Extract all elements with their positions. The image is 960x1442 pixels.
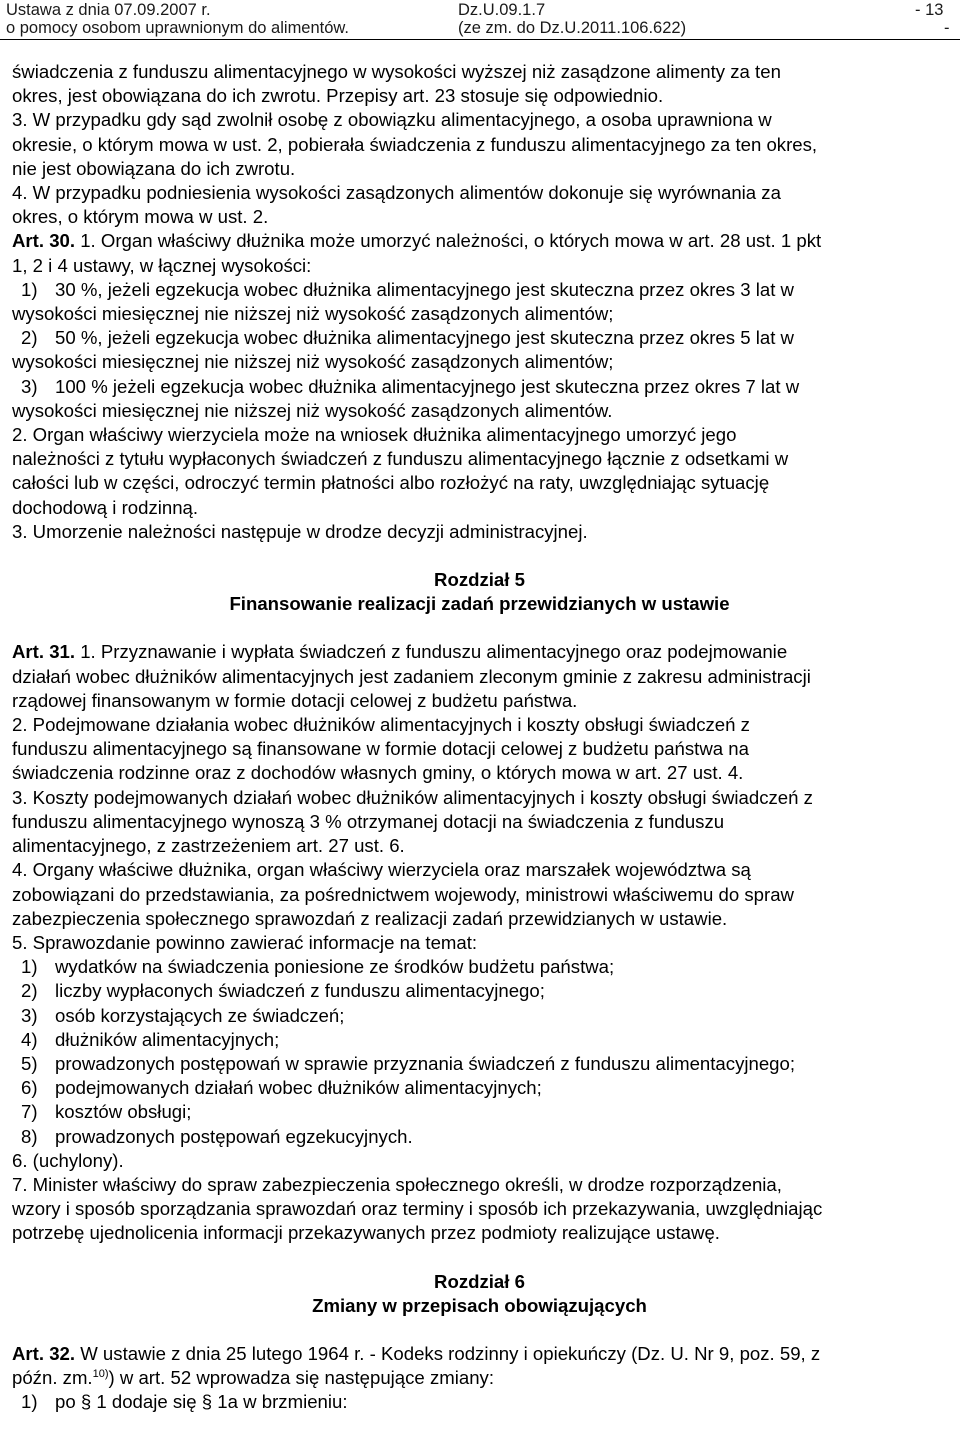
article-31-label: Art. 31.: [12, 641, 76, 663]
chapter-6-title: Rozdział 6: [434, 1270, 525, 1292]
list-number: 5): [21, 1052, 38, 1074]
list-text: 30 %, jeżeli egzekucja wobec dłużnika alimentacyjnego jest skuteczna przez okres 3 lat w: [55, 278, 794, 300]
list-number: 7): [21, 1101, 38, 1123]
list-number: 6): [21, 1077, 38, 1099]
list-text: kosztów obsługi;: [55, 1101, 192, 1123]
list-item: [12, 1052, 947, 1076]
text-line: rządowej finansowanym w formie dotacji celowej z budżetu państwa.: [12, 689, 578, 711]
list-number: 1): [21, 956, 38, 978]
text-line: 2. Organ właściwy wierzyciela może na wniosek dłużnika alimentacyjnego umorzyć jego: [12, 424, 737, 446]
list-item: [12, 1390, 947, 1414]
list-text: prowadzonych postępowań egzekucyjnych.: [55, 1125, 413, 1147]
list-text: 100 % jeżeli egzekucja wobec dłużnika alimentacyjnego jest skuteczna przez okres 7 lat w: [55, 375, 800, 397]
text-line: 7. Minister właściwy do spraw zabezpieczenia społecznego określi, w drodze rozporządzenia,: [12, 1173, 782, 1195]
header-journal-ref: Dz.U.09.1.7: [458, 1, 546, 19]
text-line: okres, jest obowiązana do ich zwrotu. Przepisy art. 23 stosuje się odpowiednio.: [12, 85, 664, 107]
text-line: wzory i sposób sporządzania sprawozdań oraz terminy i sposób ich przekazywania, uwzględniając: [12, 1198, 823, 1220]
text-line: funduszu alimentacyjnego są finansowane w formie dotacji celowej z budżetu państwa na: [12, 738, 749, 760]
article-31-line: [12, 640, 947, 664]
list-number: 4): [21, 1028, 38, 1050]
list-text: liczby wypłaconych świadczeń z funduszu alimentacyjnego;: [55, 980, 545, 1002]
article-30-line: [12, 229, 947, 253]
text-line: funduszu alimentacyjnego wynoszą 3 % otrzymanej dotacji na świadczenia z funduszu: [12, 810, 725, 832]
header-page-dash: -: [944, 19, 950, 37]
list-number: 3): [21, 1004, 38, 1026]
text-span: późn. zm.: [12, 1367, 93, 1389]
text-line: wysokości miesięcznej nie niższej niż wysokość zasądzonych alimentów.: [12, 399, 613, 421]
chapter-5-subtitle: Finansowanie realizacji zadań przewidzianych w ustawie: [229, 593, 730, 615]
header-amendments-ref: (ze zm. do Dz.U.2011.106.622): [458, 19, 687, 37]
text-line: 3. Umorzenie należności następuje w drodze decyzji administracyjnej.: [12, 520, 588, 542]
text-line: 1, 2 i 4 ustawy, w łącznej wysokości:: [12, 254, 312, 276]
list-item: [12, 1100, 947, 1124]
text-line: nie jest obowiązana do ich zwrotu.: [12, 157, 296, 179]
text-line: działań wobec dłużników alimentacyjnych jest zadaniem zleconym gminie z zakresu administracji: [12, 665, 811, 687]
text-line: 6. (uchylony).: [12, 1149, 124, 1171]
list-text: po § 1 dodaje się § 1a w brzmieniu:: [55, 1391, 348, 1413]
text-line: całości lub w części, odroczyć termin płatności albo rozłożyć na raty, uwzględniając sytuację: [12, 472, 770, 494]
list-item: [12, 1004, 947, 1028]
list-item: [12, 1125, 947, 1149]
header-page-number: - 13: [915, 1, 944, 19]
list-number: 2): [21, 327, 38, 349]
list-text: prowadzonych postępowań w sprawie przyznania świadczeń z funduszu alimentacyjnego;: [55, 1052, 796, 1074]
text-line: okresie, o którym mowa w ust. 2, pobierała świadczenia z funduszu alimentacyjnego za ten okres,: [12, 133, 818, 155]
article-32-label: Art. 32.: [12, 1342, 76, 1364]
header-rule: [0, 39, 960, 40]
text-span: ) w art. 52 wprowadza się następujące zmiany:: [108, 1367, 494, 1389]
list-number: 2): [21, 980, 38, 1002]
text-line: okres, o którym mowa w ust. 2.: [12, 206, 269, 228]
document-body: [12, 60, 947, 1415]
text-span: 1. Organ właściwy dłużnika może umorzyć należności, o których mowa w art. 28 ust. 1 pkt: [75, 230, 822, 252]
list-text: osób korzystających ze świadczeń;: [55, 1004, 345, 1026]
text-line: alimentacyjnego, z zastrzeżeniem art. 27 ust. 6.: [12, 835, 405, 857]
list-text: podejmowanych działań wobec dłużników alimentacyjnych;: [55, 1077, 542, 1099]
list-text: 50 %, jeżeli egzekucja wobec dłużnika alimentacyjnego jest skuteczna przez okres 5 lat w: [55, 327, 794, 349]
text-line: świadczenia rodzinne oraz z dochodów własnych gminy, o których mowa w art. 27 ust. 4.: [12, 762, 744, 784]
text-line: zabezpieczenia społecznego sprawozdań z realizacji zadań przewidzianych w ustawie.: [12, 907, 728, 929]
list-item: [12, 955, 947, 979]
list-item: [12, 278, 947, 302]
text-line: 4. W przypadku podniesienia wysokości zasądzonych alimentów dokonuje się wyrównania za: [12, 182, 781, 204]
text-line: 5. Sprawozdanie powinno zawierać informacje na temat:: [12, 931, 478, 953]
chapter-6-subtitle: Zmiany w przepisach obowiązujących: [312, 1294, 647, 1316]
footnote-reference: 10): [92, 1368, 109, 1381]
text-line: wysokości miesięcznej nie niższej niż wysokość zasądzonych alimentów;: [12, 351, 614, 373]
list-number: 3): [21, 375, 38, 397]
text-line: 4. Organy właściwe dłużnika, organ właściwy wierzyciela oraz marszałek województwa są: [12, 859, 751, 881]
list-text: dłużników alimentacyjnych;: [55, 1028, 280, 1050]
text-line: wysokości miesięcznej nie niższej niż wysokość zasądzonych alimentów;: [12, 303, 614, 325]
article-30-label: Art. 30.: [12, 230, 76, 252]
list-item: [12, 1028, 947, 1052]
list-number: 1): [21, 1391, 38, 1413]
text-line: 2. Podejmowane działania wobec dłużników alimentacyjnych i koszty obsługi świadczeń z: [12, 714, 750, 736]
header-act-subject: o pomocy osobom uprawnionym do alimentów.: [6, 19, 350, 37]
header-act-title: Ustawa z dnia 07.09.2007 r.: [6, 1, 211, 19]
text-line: należności z tytułu wypłaconych świadczeń z funduszu alimentacyjnego łącznie z odsetkami w: [12, 448, 789, 470]
page-header: [0, 0, 960, 40]
spacer: [12, 616, 947, 640]
amendment-reference-line: [12, 1366, 947, 1390]
text-line: świadczenia z funduszu alimentacyjnego w wysokości wyższej niż zasądzone alimenty za ten: [12, 61, 781, 82]
list-text: wydatków na świadczenia poniesione ze środków budżetu państwa;: [55, 956, 615, 978]
spacer: [12, 544, 947, 568]
text-line: potrzebę ujednolicenia informacji przekazywanych przez podmioty realizujące ustawę.: [12, 1222, 720, 1244]
text-line: dochodową i rodzinną.: [12, 496, 199, 518]
list-number: 1): [21, 278, 38, 300]
list-item: [12, 375, 947, 399]
list-item: [12, 1076, 947, 1100]
text-line: 3. W przypadku gdy sąd zwolnił osobę z obowiązku alimentacyjnego, a osoba uprawniona w: [12, 109, 772, 131]
spacer: [12, 1318, 947, 1342]
text-line: zobowiązani do przedstawiania, za pośrednictwem wojewody, ministrowi właściwemu do spraw: [12, 883, 794, 905]
chapter-5-title: Rozdział 5: [434, 569, 525, 591]
spacer: [12, 1246, 947, 1270]
text-line: 3. Koszty podejmowanych działań wobec dłużników alimentacyjnych i koszty obsługi świadczeń z: [12, 786, 813, 808]
list-number: 8): [21, 1125, 38, 1147]
article-32-line: [12, 1342, 947, 1366]
text-span: W ustawie z dnia 25 lutego 1964 r. - Kodeks rodzinny i opiekuńczy (Dz. U. Nr 9, poz. 59, z: [75, 1342, 821, 1364]
text-span: 1. Przyznawanie i wypłata świadczeń z funduszu alimentacyjnego oraz podejmowanie: [75, 641, 788, 663]
list-item: [12, 326, 947, 350]
list-item: [12, 979, 947, 1003]
